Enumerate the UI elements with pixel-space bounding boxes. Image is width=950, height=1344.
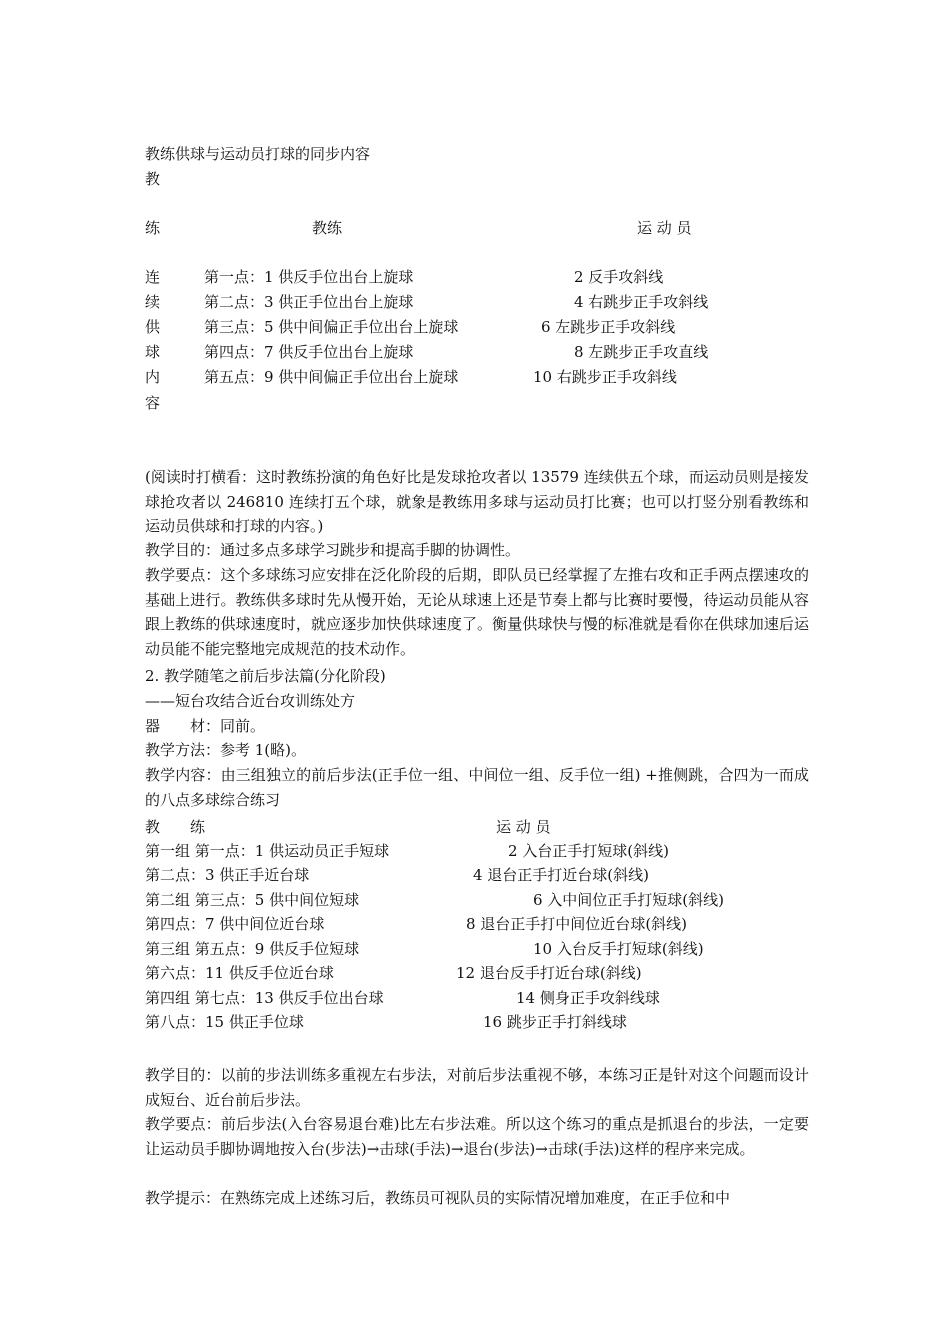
table1-coach-cell: 第五点：9 供中间偏正手位出台上旋球 bbox=[204, 368, 459, 386]
table1-athlete-cell: 8 左跳步正手攻直线 bbox=[574, 343, 709, 361]
table2-athlete-cell: 14 侧身正手攻斜线球 bbox=[516, 989, 660, 1007]
teaching-tips: 教学提示：在熟练完成上述练习后，教练员可视队员的实际情况增加难度，在正手位和中 bbox=[145, 1189, 731, 1207]
reading-note: (阅读时打横看：这时教练扮演的角色好比是发球抢攻者以 13579 连续供五个球，而运动员则是接发球抢攻者以 246810 连续打五个球，就象是教练用多球与运动员打比赛；也可以打竖分别看教练和运动员供球和打球的内容。) bbox=[145, 468, 809, 535]
teaching-content: 教学内容：由三组独立的前后步法(正手位一组、中间位一组、反手位一组) +推侧跳，合四为一而成的八点多球综合练习 bbox=[145, 766, 809, 809]
table2-coach-cell: 第六点：11 供反手位近台球 bbox=[145, 964, 334, 982]
section-subtitle: ——短台攻结合近台攻训练处方 bbox=[145, 692, 356, 710]
side-char: 教 bbox=[145, 170, 161, 188]
teaching-purpose: 教学目的：以前的步法训练多重视左右步法，对前后步法重视不够，本练习正是针对这个问题而设计成短台、近台前后步法。 bbox=[145, 1066, 809, 1109]
table1-athlete-cell: 6 左跳步正手攻斜线 bbox=[541, 318, 676, 336]
table1-header-athlete: 运 动 员 bbox=[637, 219, 692, 237]
table1-athlete-cell: 2 反手攻斜线 bbox=[574, 268, 664, 286]
table2-athlete-cell: 4 退台正手打近台球(斜线) bbox=[473, 866, 650, 884]
table2-athlete-cell: 2 入台正手打短球(斜线) bbox=[508, 842, 670, 860]
table2-header-athlete: 运 动 员 bbox=[496, 818, 551, 836]
table2-coach-cell: 第一组 第一点：1 供运动员正手短球 bbox=[145, 842, 390, 860]
method-line: 教学方法：参考 1(略)。 bbox=[145, 741, 307, 759]
side-char: 连 bbox=[145, 268, 161, 286]
side-char: 内 bbox=[145, 368, 161, 386]
table1-coach-cell: 第四点：7 供反手位出台上旋球 bbox=[204, 343, 414, 361]
table1-header-coach: 教练 bbox=[312, 219, 343, 237]
table2-coach-cell: 第三组 第五点：9 供反手位短球 bbox=[145, 940, 360, 958]
teaching-keypoints: 教学要点：前后步法(入台容易退台难)比左右步法难。所以这个练习的重点是抓退台的步法，一定要让运动员手脚协调地按入台(步法)→击球(手法)→退台(步法)→击球(手法)这样的程序来完成。 bbox=[145, 1115, 809, 1158]
table2-athlete-cell: 10 入台反手打短球(斜线) bbox=[533, 940, 704, 958]
teaching-purpose: 教学目的：通过多点多球学习跳步和提高手脚的协调性。 bbox=[145, 541, 521, 559]
teaching-keypoints: 教学要点：这个多球练习应安排在泛化阶段的后期，即队员已经掌握了左推右攻和正手两点摆速攻的基础上进行。教练供多球时先从慢开始，无论从球速上还是节奏上都与比赛时要慢，待运动员能从容跟上教练的供球速度时，就应逐步加快供球速度了。衡量供球快与慢的标准就是看你在供球加速后运动员能不能完整地完成规范的技术动作。 bbox=[145, 566, 809, 658]
table2-coach-cell: 第二点：3 供正手近台球 bbox=[145, 866, 310, 884]
table1-athlete-cell: 10 右跳步正手攻斜线 bbox=[533, 368, 677, 386]
side-char: 供 bbox=[145, 318, 161, 336]
table2-coach-cell: 第四点：7 供中间位近台球 bbox=[145, 915, 325, 933]
doc-title: 教练供球与运动员打球的同步内容 bbox=[145, 145, 371, 163]
table2-coach-cell: 第二组 第三点：5 供中间位短球 bbox=[145, 891, 360, 909]
table1-coach-cell: 第二点：3 供正手位出台上旋球 bbox=[204, 293, 414, 311]
side-char: 练 bbox=[145, 219, 161, 237]
table2-athlete-cell: 8 退台正手打中间位近台球(斜线) bbox=[466, 915, 688, 933]
table2-coach-cell: 第四组 第七点：13 供反手位出台球 bbox=[145, 989, 384, 1007]
table2-header-coach: 教 练 bbox=[145, 818, 206, 836]
table2-athlete-cell: 6 入中间位正手打短球(斜线) bbox=[533, 891, 725, 909]
table1-coach-cell: 第三点：5 供中间偏正手位出台上旋球 bbox=[204, 318, 459, 336]
table2-coach-cell: 第八点：15 供正手位球 bbox=[145, 1013, 304, 1031]
side-char: 容 bbox=[145, 394, 161, 412]
side-char: 续 bbox=[145, 293, 161, 311]
table2-athlete-cell: 12 退台反手打近台球(斜线) bbox=[456, 964, 642, 982]
side-char: 球 bbox=[145, 343, 161, 361]
section-title: 2. 教学随笔之前后步法篇(分化阶段) bbox=[145, 667, 386, 685]
equipment-line: 器 材：同前。 bbox=[145, 717, 266, 735]
table2-athlete-cell: 16 跳步正手打斜线球 bbox=[483, 1013, 627, 1031]
table1-athlete-cell: 4 右跳步正手攻斜线 bbox=[574, 293, 709, 311]
table1-coach-cell: 第一点：1 供反手位出台上旋球 bbox=[204, 268, 414, 286]
